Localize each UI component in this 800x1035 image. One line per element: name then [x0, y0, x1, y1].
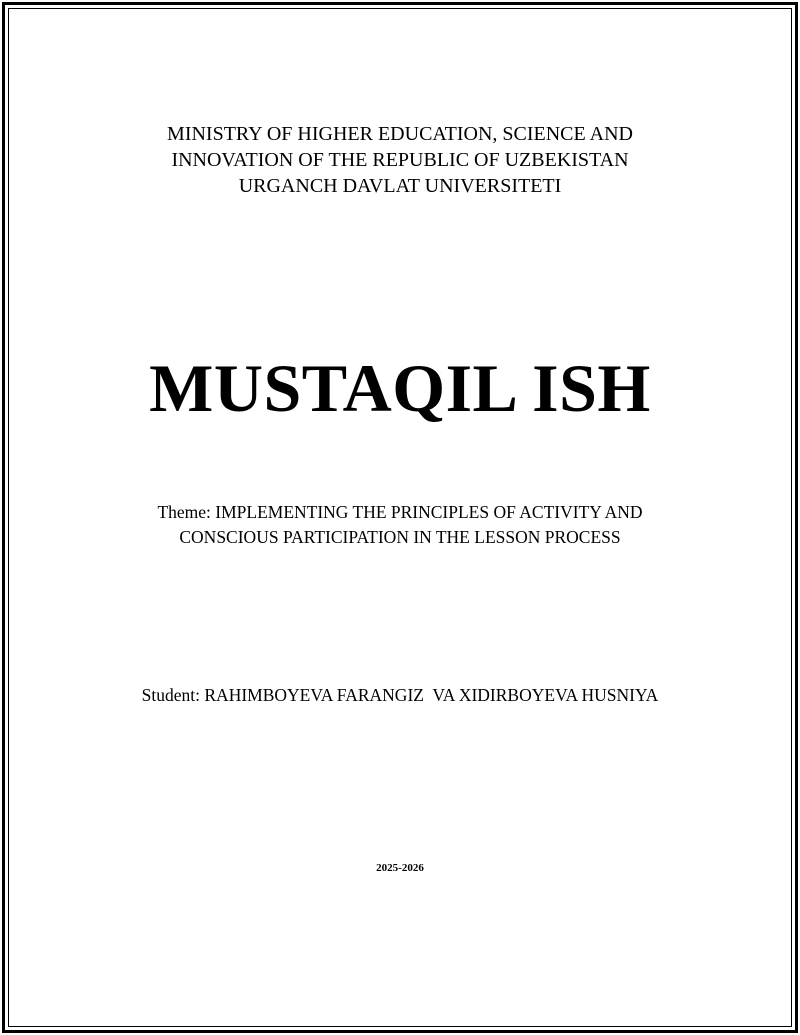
header-line-1: MINISTRY OF HIGHER EDUCATION, SCIENCE AND	[167, 123, 633, 145]
header-line-2: INNOVATION OF THE REPUBLIC OF UZBEKISTAN	[171, 149, 629, 171]
theme-block	[0, 500, 800, 550]
student-names: Student: RAHIMBOYEVA FARANGIZ VA XIDIRBOYEVA HUSNIYA	[141, 685, 659, 705]
institution-header	[0, 121, 800, 199]
header-line-3: URGANCH DAVLAT UNIVERSITETI	[238, 175, 562, 197]
academic-year: 2025-2026	[376, 862, 424, 874]
document-title: MUSTAQIL ISH	[149, 350, 651, 426]
theme-line-2: CONSCIOUS PARTICIPATION IN THE LESSON PROCESS	[179, 527, 621, 547]
theme-line-1: Theme: IMPLEMENTING THE PRINCIPLES OF ACTIVITY AND	[157, 502, 643, 522]
